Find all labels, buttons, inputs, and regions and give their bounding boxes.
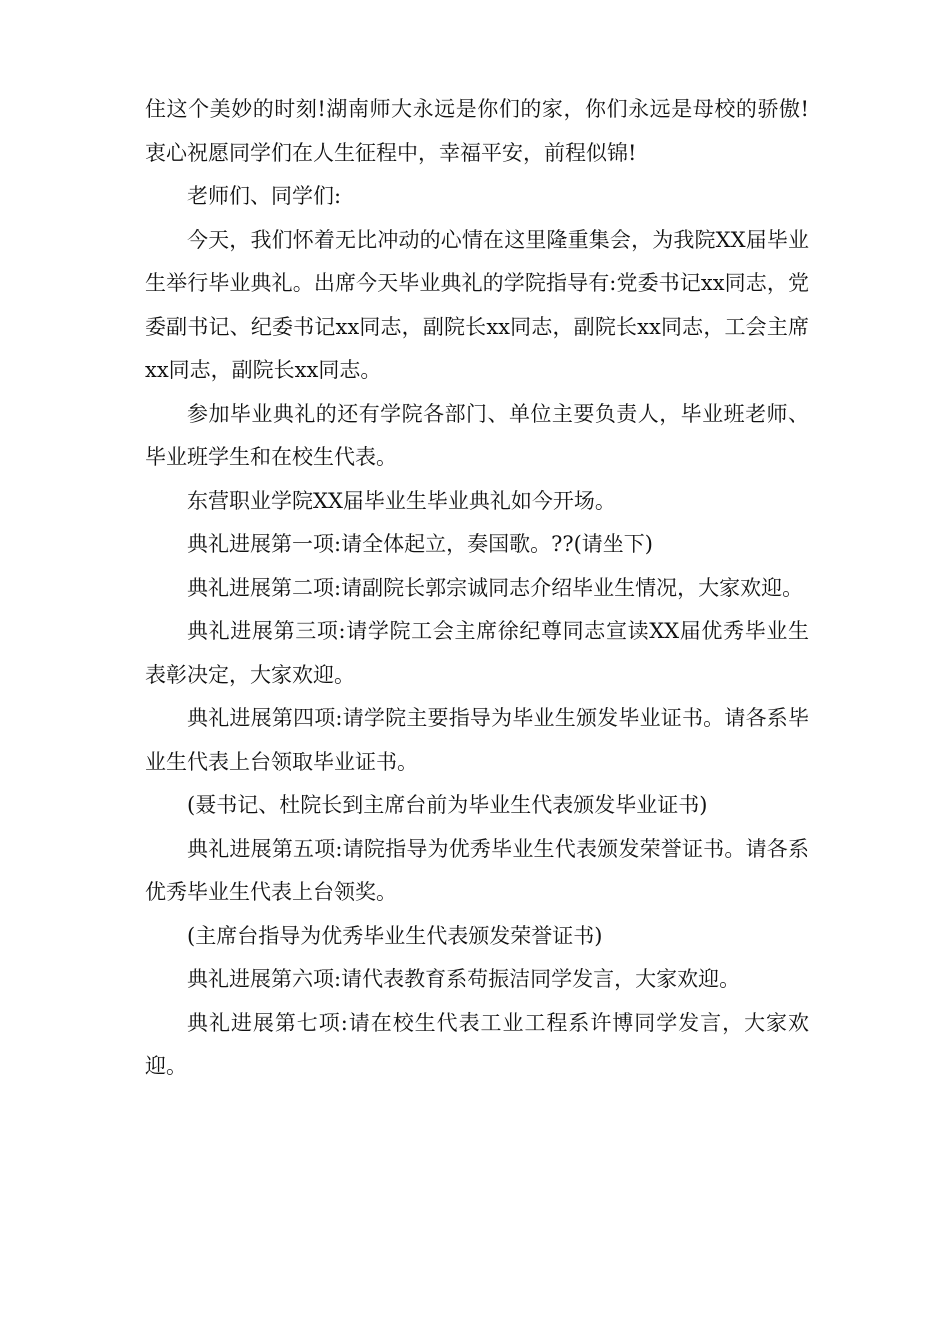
paragraph-item-5: 典礼进展第五项:请院指导为优秀毕业生代表颁发荣誉证书。请各系优秀毕业生代表上台领奖。 xyxy=(145,836,809,904)
paragraph-attendees: 参加毕业典礼的还有学院各部门、单位主要负责人，毕业班老师、毕业班学生和在校生代表。 xyxy=(145,401,809,469)
paragraph-salutation: 老师们、同学们: xyxy=(187,184,342,208)
paragraph-ceremony-start: 东营职业学院XX届毕业生毕业典礼如今开场。 xyxy=(187,488,616,513)
paragraph-item-2: 典礼进展第二项:请副院长郭宗诚同志介绍毕业生情况，大家欢迎。 xyxy=(187,575,804,600)
paragraph-opening-guests: 今天，我们怀着无比冲动的心情在这里隆重集会，为我院XX届毕业生举行毕业典礼。出席今天毕业典礼的学院指导有:党委书记xx同志，党委副书记、纪委书记xx同志，副院长xx同志，副院长xx同志，工会主席xx同志，副院长xx同志。 xyxy=(145,227,809,382)
document-body xyxy=(145,88,809,1089)
paragraph-note-certificates: (聂书记、杜院长到主席台前为毕业生代表颁发毕业证书) xyxy=(187,793,708,817)
paragraph-note-honors: (主席台指导为优秀毕业生代表颁发荣誉证书) xyxy=(187,923,603,948)
paragraph-item-3: 典礼进展第三项:请学院工会主席徐纪尊同志宣读XX届优秀毕业生表彰决定，大家欢迎。 xyxy=(145,619,809,687)
paragraph-item-4: 典礼进展第四项:请学院主要指导为毕业生颁发毕业证书。请各系毕业生代表上台领取毕业证书。 xyxy=(145,706,809,774)
paragraph-item-7: 典礼进展第七项:请在校生代表工业工程系许博同学发言，大家欢迎。 xyxy=(145,1010,809,1078)
paragraph-item-6: 典礼进展第六项:请代表教育系苟振洁同学发言，大家欢迎。 xyxy=(187,967,741,991)
paragraph-item-1: 典礼进展第一项:请全体起立，奏国歌。??(请坐下) xyxy=(187,532,653,556)
paragraph-closing-wishes: 住这个美妙的时刻!湖南师大永远是你们的家，你们永远是母校的骄傲!衷心祝愿同学们在人生征程中，幸福平安，前程似锦! xyxy=(145,97,809,165)
